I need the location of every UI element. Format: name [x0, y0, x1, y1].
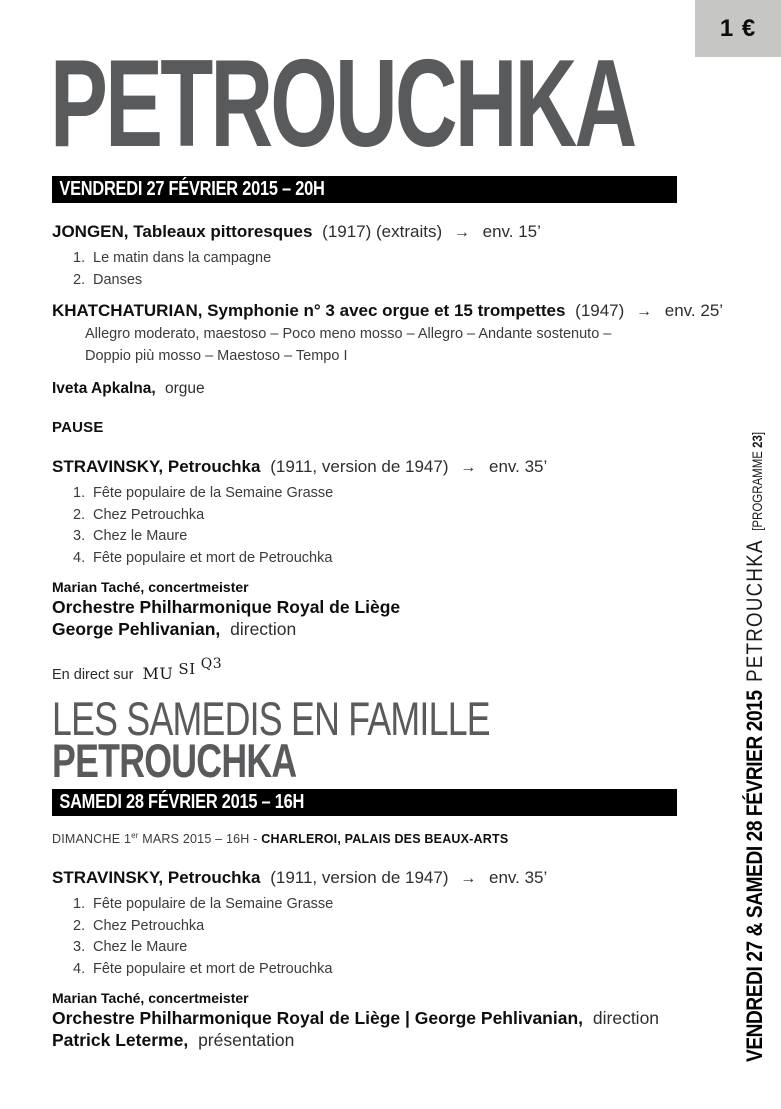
presenter-line — [52, 1030, 692, 1052]
price-box — [695, 0, 781, 57]
work-khatchaturian-duration: env. 25’ — [664, 301, 724, 320]
musiq3-logo-mu: MU — [142, 664, 174, 683]
soloist-role: orgue — [164, 380, 205, 397]
movement-number: 1. — [73, 896, 86, 913]
movement-item — [52, 548, 692, 570]
movement-number: 2. — [73, 506, 86, 523]
arrow-right-icon: → — [636, 303, 653, 320]
conductor-role-2: direction — [592, 1008, 660, 1029]
work-jongen-title: JONGEN, Tableaux pittoresques — [52, 222, 313, 241]
movement-number: 1. — [73, 250, 86, 266]
musiq3-logo-si: SI — [178, 660, 196, 678]
soloist-line — [52, 380, 692, 398]
work-khatchaturian-heading — [52, 300, 724, 322]
work-stravinsky2-duration: env. 35’ — [488, 868, 548, 888]
movement-label: Chez Petrouchka — [93, 917, 205, 934]
orchestra-line: Orchestre Philharmonique Royal de Liège — [52, 597, 401, 617]
movement-item — [52, 894, 692, 916]
strip-programme — [750, 432, 765, 531]
page-title: PETROUCHKA — [50, 35, 635, 173]
musiq3-logo-q3: Q3 — [200, 656, 223, 672]
extra-date-rest: MARS 2015 – 16H - — [138, 832, 262, 847]
strip-programme-number: 23 — [750, 435, 765, 448]
movement-item — [52, 937, 692, 959]
work-stravinsky2-details: (1911, version de 1947) — [270, 868, 449, 888]
work-jongen-heading — [52, 221, 692, 243]
work-stravinsky2-heading — [52, 867, 692, 889]
extra-date-prefix: DIMANCHE 1 — [52, 832, 132, 847]
conductor-name: George Pehlivanian, — [52, 618, 221, 639]
movement-item — [52, 483, 692, 505]
work-stravinsky-duration: env. 35’ — [488, 457, 548, 476]
date-banner-saturday — [52, 789, 677, 816]
movement-number: 2. — [73, 271, 86, 288]
movement-label: Danses — [93, 271, 143, 288]
broadcast-line — [52, 656, 692, 683]
soloist-name: Iveta Apkalna, — [52, 380, 156, 397]
arrow-right-icon: → — [453, 224, 470, 241]
movement-number: 2. — [73, 917, 86, 934]
strip-dates: VENDREDI 27 & SAMEDI 28 FÉVRIER 2015 — [742, 690, 767, 1062]
concertmeister-line: Marian Taché, concertmeister — [52, 579, 249, 595]
date-banner-friday — [52, 176, 677, 203]
work-stravinsky-details: (1911, version de 1947) — [270, 457, 449, 476]
movement-label: Fête populaire et mort de Petrouchka — [93, 960, 333, 977]
movement-label: Chez le Maure — [93, 939, 188, 956]
conductor-role: direction — [230, 618, 297, 639]
strip-title: PETROUCHKA — [742, 539, 767, 682]
pause-label: PAUSE — [52, 419, 104, 436]
movement-number: 3. — [73, 939, 86, 956]
work-khatchaturian-title: KHATCHATURIAN, Symphonie n° 3 avec orgue et 15 trompettes — [52, 301, 566, 320]
movement-item — [52, 959, 692, 981]
movement-label: Le matin dans la campagne — [93, 250, 272, 266]
movement-line: Allegro moderato, maestoso – Poco meno mosso – Allegro – Andante sostenuto – — [85, 326, 612, 342]
movement-number: 1. — [73, 485, 86, 501]
date-banner-friday-label: VENDREDI 27 FÉVRIER 2015 – 20H — [59, 178, 325, 200]
work-khatchaturian-details: (1947) — [575, 301, 625, 320]
strip-programme-prefix: [PROGRAMME — [750, 447, 765, 531]
arrow-right-icon: → — [460, 870, 477, 888]
credits-friday — [52, 578, 692, 640]
arrow-right-icon: → — [460, 459, 477, 476]
movement-label: Chez Petrouchka — [93, 506, 205, 523]
price-label: 1 € — [719, 14, 757, 42]
strip-programme-suffix: ] — [750, 431, 765, 436]
credits-saturday — [52, 989, 692, 1051]
concertmeister-line-2: Marian Taché, concertmeister — [52, 990, 249, 1007]
work-jongen-movements — [52, 248, 692, 291]
movement-item — [52, 248, 692, 270]
series-title: LES SAMEDIS EN FAMILLE — [52, 692, 490, 745]
movement-item — [52, 270, 692, 292]
movement-label: Fête populaire de la Semaine Grasse — [93, 485, 334, 501]
movement-label: Fête populaire et mort de Petrouchka — [93, 549, 333, 566]
musiq3-logo — [142, 656, 223, 683]
broadcast-prefix: En direct sur — [52, 667, 134, 683]
movement-item — [52, 505, 692, 527]
extra-date-ordinal: er — [131, 831, 139, 840]
movement-item — [52, 526, 692, 548]
work-stravinsky-movements — [52, 483, 692, 569]
programme-saturday — [52, 692, 692, 1051]
series-subtitle: PETROUCHKA — [52, 734, 297, 787]
orchestra-conductor-line — [52, 1008, 692, 1030]
page-edge-strip-text — [742, 432, 768, 1062]
extra-date-line — [52, 831, 692, 846]
work-jongen-details: (1917) (extraits) — [322, 222, 443, 241]
page-edge-strip — [733, 292, 777, 1062]
work-stravinsky-title: STRAVINSKY, Petrouchka — [52, 457, 261, 476]
movement-number: 4. — [73, 549, 86, 566]
extra-date-venue: CHARLEROI, PALAIS DES BEAUX-ARTS — [261, 832, 509, 847]
work-stravinsky2-title: STRAVINSKY, Petrouchka — [52, 868, 261, 888]
movement-item — [52, 916, 692, 938]
conductor-line — [52, 619, 692, 641]
date-banner-saturday-label: SAMEDI 28 FÉVRIER 2015 – 16H — [59, 791, 305, 813]
movement-label: Chez le Maure — [93, 528, 188, 544]
work-jongen-duration: env. 15’ — [482, 222, 541, 241]
work-stravinsky-heading — [52, 456, 692, 478]
work-stravinsky2-movements — [52, 894, 692, 980]
work-khatchaturian-movement-lines — [52, 324, 692, 367]
programme-friday — [52, 221, 724, 683]
movement-label: Fête populaire de la Semaine Grasse — [93, 896, 334, 913]
movement-line: Doppio più mosso – Maestoso – Tempo I — [85, 347, 348, 364]
orchestra-conductor-names: Orchestre Philharmonique Royal de Liège | George Pehlivanian, — [52, 1008, 584, 1029]
movement-number: 4. — [73, 960, 86, 977]
presenter-name: Patrick Leterme, — [52, 1029, 189, 1050]
presenter-role: présentation — [198, 1029, 295, 1050]
movement-number: 3. — [73, 528, 86, 544]
